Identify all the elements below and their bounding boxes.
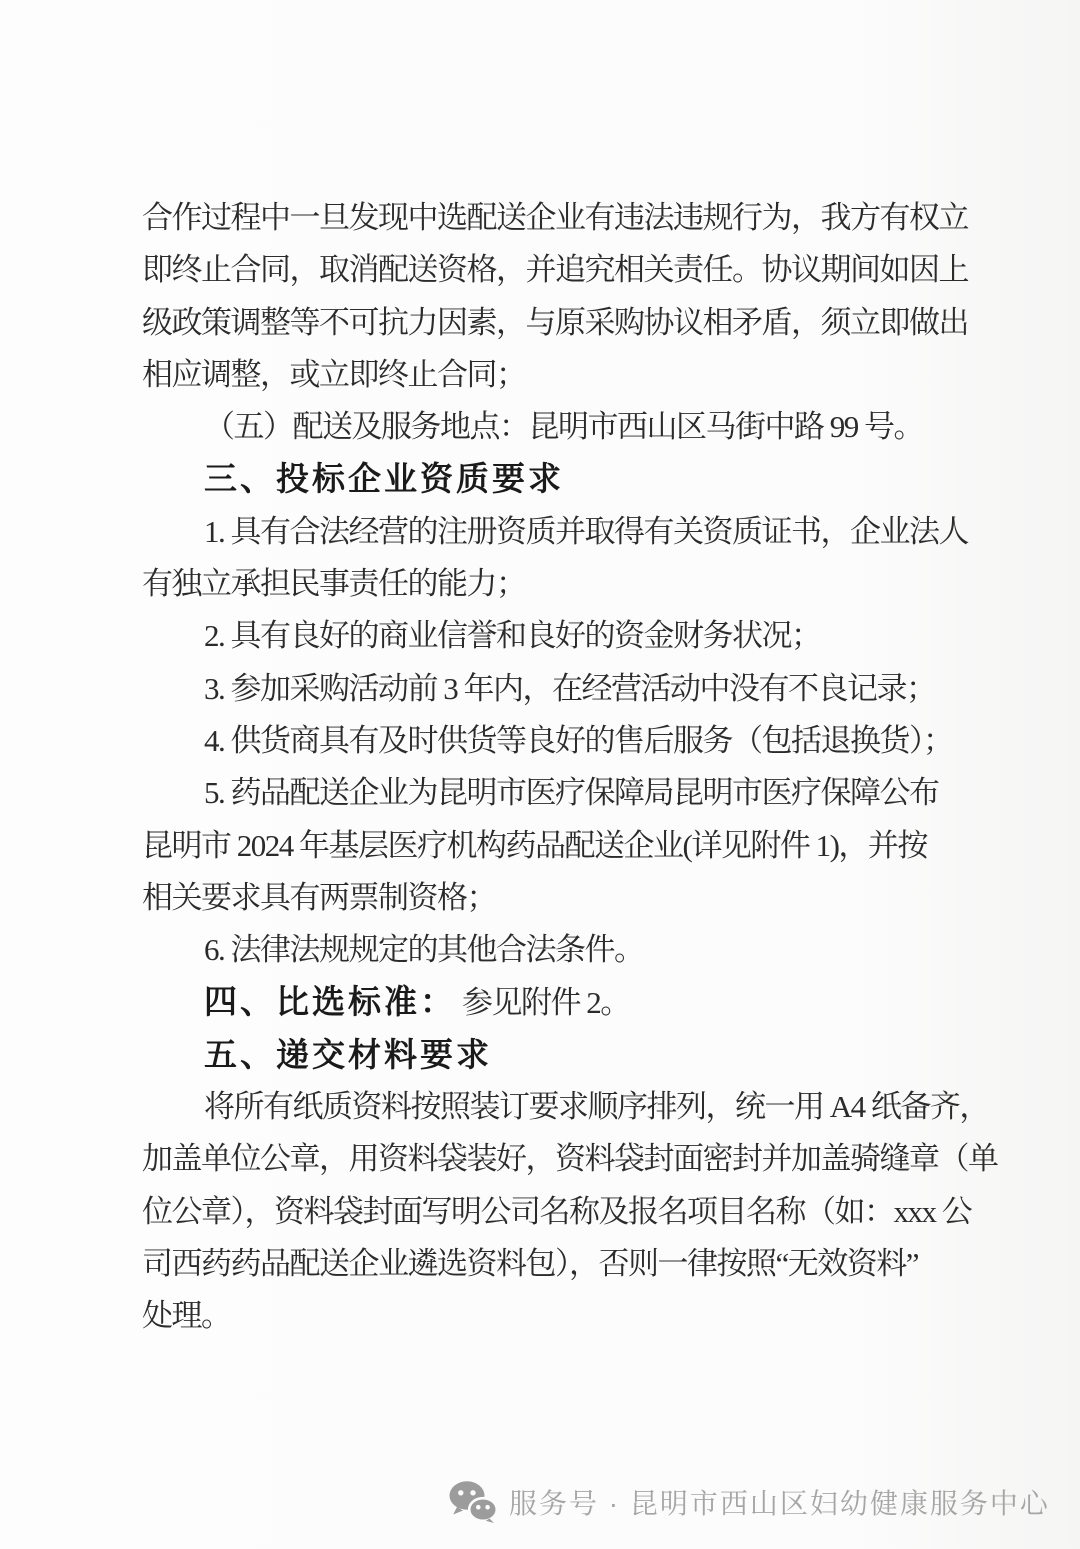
document-body [142,192,998,1343]
qualification-item-4: 4. 供货商具有及时供货等良好的售后服务（包括退换货）； [204,722,953,758]
doc-line: 即终止合同，取消配送资格，并追究相关责任。协议期间如因上 [142,252,968,288]
heading-section-5-materials: 五、递交材料要求 [204,1035,492,1073]
doc-line: 处理。 [142,1298,231,1334]
qualification-item-5: 5. 药品配送企业为昆明市医疗保障局昆明市医疗保障公布 [204,775,939,811]
doc-line: 级政策调整等不可抗力因素，与原采购协议相矛盾，须立即做出 [142,304,968,340]
section-4-label: 四、比选标准： [204,983,456,1021]
wechat-account-label: 服务号 · 昆明市西山区妇幼健康服务中心 [509,1488,1050,1519]
doc-line: 昆明市 2024 年基层医疗机构药品配送企业(详见附件 1)，并按 [142,827,927,863]
doc-line: 将所有纸质资料按照装订要求顺序排列，统一用 A4 纸备齐， [204,1089,989,1125]
heading-section-4-criteria [142,976,958,1028]
heading-section-3-qualifications: 三、投标企业资质要求 [204,460,564,498]
doc-line: 司西药药品配送企业遴选资料包），否则一律按照“无效资料” [142,1245,919,1281]
delivery-location-line: （五）配送及服务地点：昆明市西山区马街中路 99 号。 [204,409,923,445]
doc-line: 位公章），资料袋封面写明公司名称及报名项目名称（如：xxx 公 [142,1193,972,1229]
doc-line: 相应调整，或立即终止合同； [142,356,526,392]
qualification-item-2: 2. 具有良好的商业信誉和良好的资金财务状况； [204,618,821,654]
doc-line: 合作过程中一旦发现中选配送企业有违法违规行为，我方有权立 [142,200,968,235]
doc-line: 有独立承担民事责任的能力； [142,566,526,602]
qualification-item-6: 6. 法律法规规定的其他合法条件。 [204,932,644,968]
section-4-value: 参见附件 2。 [462,985,630,1021]
qualification-item-3: 3. 参加采购活动前 3 年内，在经营活动中没有不良记录； [204,670,936,706]
wechat-icon [448,1480,498,1524]
wechat-account-footer [448,1480,1050,1524]
qualification-item-1: 1. 具有合法经营的注册资质并取得有关资质证书，企业法人 [204,513,968,549]
doc-line: 加盖单位公章，用资料袋装好，资料袋封面密封并加盖骑缝章（单 [142,1141,998,1177]
doc-line: 相关要求具有两票制资格； [142,879,496,915]
